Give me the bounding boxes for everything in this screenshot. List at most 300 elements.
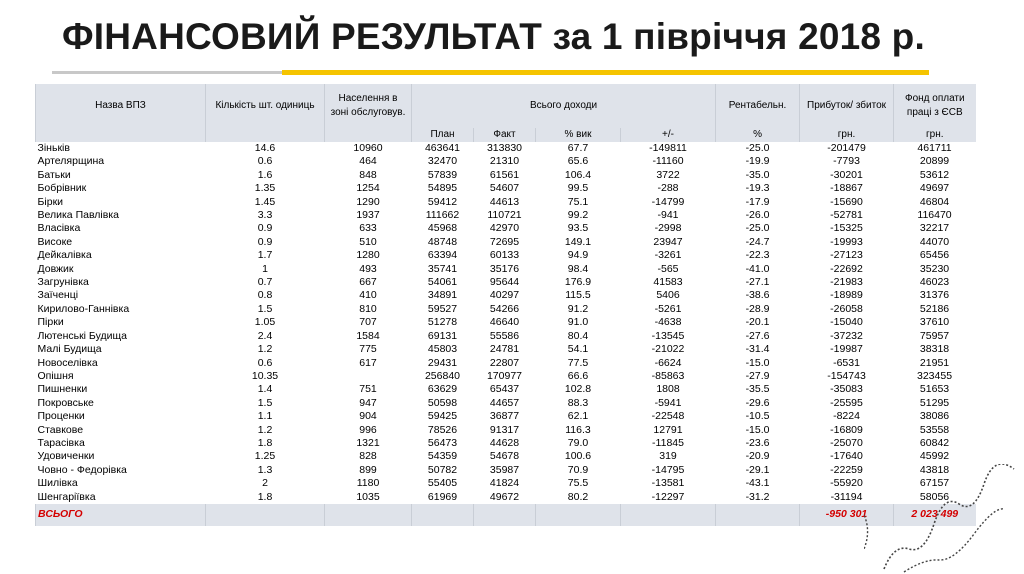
table-row	[36, 316, 976, 329]
table-cell: -11845	[652, 436, 684, 449]
table-row	[36, 491, 976, 504]
table-cell: 38086	[919, 410, 950, 423]
table-cell: 1280	[356, 249, 380, 262]
table-cell: 54.1	[567, 343, 589, 356]
table-cell: -18989	[830, 289, 863, 302]
table-row	[36, 357, 976, 370]
table-cell: 99.2	[567, 209, 589, 222]
table-cell: -26.0	[745, 209, 770, 222]
table-cell: 77.5	[567, 356, 589, 369]
header-row-main	[36, 84, 976, 128]
table-cell: 947	[359, 396, 377, 409]
table-cell: -30201	[830, 168, 863, 181]
table-cell: 72695	[489, 235, 520, 248]
table-cell: -17.9	[745, 195, 770, 208]
table-cell: 1.7	[257, 249, 273, 262]
table-cell: -27.1	[745, 276, 770, 289]
table-cell: 410	[359, 289, 377, 302]
total-label: ВСЬОГО	[36, 504, 206, 526]
total-row	[36, 504, 976, 526]
table-cell: 42970	[489, 222, 520, 235]
table-cell: 93.5	[567, 222, 589, 235]
table-cell: -21983	[830, 276, 863, 289]
table-cell: -8224	[833, 410, 860, 423]
table-row	[36, 289, 976, 302]
cell-name: Велика Павлівка	[37, 209, 119, 222]
table-cell: 61969	[427, 490, 458, 503]
table-cell: -22692	[830, 262, 863, 275]
table-cell: -26058	[830, 302, 863, 315]
table-cell: 0.6	[257, 356, 273, 369]
underline-gold-segment	[282, 70, 929, 75]
table-cell: 1180	[356, 477, 380, 490]
table-cell: -5261	[654, 302, 682, 315]
table-cell: -31.4	[745, 343, 770, 356]
table-cell: 63629	[427, 383, 458, 396]
table-cell: 34891	[427, 289, 458, 302]
table-cell: 41583	[653, 276, 683, 289]
table-cell: 57839	[427, 168, 458, 181]
col-header-income-total: Всього доходи	[412, 84, 716, 128]
table-row	[36, 236, 976, 249]
table-cell: 110721	[487, 209, 522, 222]
table-cell: 0.6	[257, 155, 273, 168]
table-cell: -37232	[830, 329, 863, 342]
table-row	[36, 182, 976, 195]
table-cell: 10960	[353, 142, 383, 154]
total-empty-cell	[474, 504, 536, 526]
table-cell: 91.0	[567, 316, 589, 329]
table-cell: 14.6	[254, 142, 276, 154]
table-row	[36, 343, 976, 356]
table-cell: 633	[359, 222, 377, 235]
table-cell: 78526	[427, 423, 458, 436]
table-cell: 617	[359, 356, 377, 369]
table-cell: 21310	[489, 155, 520, 168]
table-row	[36, 330, 976, 343]
table-cell: 54359	[427, 450, 458, 463]
table-cell: 12791	[653, 423, 683, 436]
table-cell: 50782	[427, 463, 458, 476]
total-empty-cell	[716, 504, 800, 526]
table-cell: 32217	[919, 222, 950, 235]
table-cell: 20899	[919, 155, 950, 168]
table-cell: -16809	[830, 423, 863, 436]
table-cell: 48748	[427, 235, 458, 248]
table-cell: -20.1	[745, 316, 770, 329]
table-cell: 3.3	[257, 209, 273, 222]
table-cell: 67157	[919, 477, 950, 490]
table-cell: -22.3	[745, 249, 770, 262]
table-cell: -13545	[651, 329, 685, 342]
table-cell: -15.0	[745, 423, 770, 436]
table-cell: 65.6	[567, 155, 589, 168]
table-cell: -22259	[830, 463, 863, 476]
table-cell: 100.6	[564, 450, 592, 463]
cell-name: Артелярщина	[37, 155, 105, 168]
cell-name: Ставкове	[37, 423, 84, 436]
table-row	[36, 209, 976, 222]
table-cell: -85863	[651, 369, 685, 382]
table-row	[36, 196, 976, 209]
table-cell: 80.2	[567, 490, 589, 503]
cell-name: Шенгаріївка	[37, 490, 96, 503]
table-cell: -11160	[652, 155, 684, 168]
table-cell: -14799	[651, 195, 685, 208]
table-row	[36, 276, 976, 289]
table-cell: -15.0	[745, 356, 770, 369]
table-cell: -25595	[830, 396, 863, 409]
table-header	[36, 84, 976, 142]
table-cell: 35987	[489, 463, 520, 476]
table-cell: 3722	[656, 168, 680, 181]
table-cell	[325, 370, 412, 383]
table-cell: -27.9	[745, 369, 770, 382]
table-cell: 45803	[427, 343, 458, 356]
table-cell: 24781	[489, 343, 520, 356]
col-header-profitability: Рентабельн.	[716, 84, 800, 128]
table-cell: 49697	[919, 182, 950, 195]
table-cell: 32470	[427, 155, 458, 168]
table-cell: 23947	[653, 235, 683, 248]
table-cell: 37610	[919, 316, 950, 329]
table-cell: 115.5	[565, 289, 591, 302]
table-cell: 116.3	[565, 423, 591, 436]
table-cell: 88.3	[567, 396, 589, 409]
table-cell: 43818	[919, 463, 950, 476]
table-cell: -3261	[654, 249, 682, 262]
cell-name: Бобрівник	[37, 182, 87, 195]
table-cell: 51278	[427, 316, 458, 329]
table-cell: 510	[359, 235, 377, 248]
table-row	[36, 477, 976, 490]
table-cell: -941	[657, 209, 679, 222]
table-cell: -15325	[830, 222, 863, 235]
table-cell: 1.5	[257, 302, 273, 315]
col-header-population: Населення в зоні обслуговув.	[325, 84, 412, 128]
table-row	[36, 169, 976, 182]
cell-name: Пишненки	[37, 383, 88, 396]
cell-name: Батьки	[37, 168, 71, 181]
table-cell: 319	[659, 450, 677, 463]
table-cell: 44613	[489, 195, 520, 208]
table-cell: -24.7	[745, 235, 770, 248]
total-wage-fund: 2 023 499	[894, 504, 976, 526]
table-cell: 707	[359, 316, 377, 329]
table-cell: 1290	[356, 195, 380, 208]
table-cell: 22807	[489, 356, 520, 369]
table-cell: 54061	[427, 276, 458, 289]
table-cell: 46640	[489, 316, 520, 329]
table-cell: 99.5	[567, 182, 589, 195]
cell-name: Дейкалівка	[37, 249, 92, 262]
total-empty-cell	[206, 504, 325, 526]
table-cell: 54678	[489, 450, 520, 463]
table-cell: 60133	[489, 249, 520, 262]
cell-name: Новоселівка	[37, 356, 98, 369]
subheader-uah: грн.	[894, 128, 976, 142]
subheader-empty	[325, 128, 412, 142]
table-cell: -38.6	[745, 289, 770, 302]
table-cell: 1.4	[257, 383, 273, 396]
cell-name: Власівка	[37, 222, 81, 235]
table-cell: 56473	[427, 436, 458, 449]
table-cell: -201479	[827, 142, 866, 154]
cell-name: Човно - Федорівка	[37, 463, 127, 476]
subheader-pct-unit: %	[716, 128, 800, 142]
cell-name: Кирилово-Ганнівка	[37, 302, 130, 315]
table-cell: 493	[359, 262, 377, 275]
table-cell: 95644	[489, 276, 520, 289]
table-row	[36, 249, 976, 262]
table-cell: -23.6	[745, 436, 770, 449]
table-row	[36, 383, 976, 396]
table-cell: -43.1	[745, 477, 770, 490]
table-cell: -15040	[830, 316, 863, 329]
table-cell: -149811	[649, 142, 687, 154]
table-row	[36, 397, 976, 410]
table-cell: -27.6	[745, 329, 770, 342]
table-cell: 1937	[356, 209, 380, 222]
table-cell: 463641	[424, 142, 461, 154]
subheader-uah: грн.	[800, 128, 894, 142]
table-cell: 35176	[489, 262, 520, 275]
table-row	[36, 450, 976, 463]
table-cell: -6624	[654, 356, 682, 369]
table-cell: -288	[657, 182, 679, 195]
table-cell: 98.4	[567, 262, 589, 275]
table-cell: 1.8	[257, 436, 273, 449]
table-cell: 59527	[427, 302, 458, 315]
table-cell: 52186	[919, 302, 950, 315]
table-cell: 59412	[427, 195, 458, 208]
cell-name: Удовиченки	[37, 450, 95, 463]
table-cell: 1	[262, 262, 268, 275]
table-cell: 66.6	[567, 369, 589, 382]
table-cell: -7793	[833, 155, 860, 168]
table-cell: 116470	[917, 209, 952, 222]
total-empty-cell	[412, 504, 474, 526]
table-cell: 1254	[356, 182, 380, 195]
table-cell: 1.2	[257, 423, 273, 436]
table-cell: -25.0	[745, 222, 770, 235]
table-cell: 50598	[427, 396, 458, 409]
table-row	[36, 222, 976, 235]
table-cell: 53612	[919, 168, 950, 181]
table-cell: 111662	[425, 209, 460, 222]
table-cell: 21951	[919, 356, 950, 369]
header-row-sub	[36, 128, 976, 142]
table-cell: 51653	[919, 383, 950, 396]
table-cell: 170977	[486, 369, 523, 382]
table-cell: 45968	[427, 222, 458, 235]
total-empty-cell	[325, 504, 412, 526]
table-row	[36, 437, 976, 450]
table-cell: 49672	[489, 490, 520, 503]
cell-name: Довжик	[37, 262, 74, 275]
table-cell: 810	[359, 302, 377, 315]
cell-name: Високе	[37, 235, 73, 248]
table-cell: -35083	[830, 383, 863, 396]
table-cell: 44070	[919, 235, 950, 248]
table-cell: 70.9	[567, 463, 589, 476]
table-cell: -19987	[830, 343, 863, 356]
table-cell: -5941	[654, 396, 682, 409]
subheader-fact: Факт	[474, 128, 536, 142]
table-cell: -4638	[654, 316, 682, 329]
table-cell: 1.1	[257, 410, 273, 423]
table-cell: 775	[359, 343, 377, 356]
financial-results-table	[35, 84, 976, 526]
table-cell: 1.3	[257, 463, 273, 476]
table-cell: 1.05	[254, 316, 276, 329]
table-cell: -29.6	[745, 396, 770, 409]
table-cell: 0.8	[257, 289, 273, 302]
table-cell: 149.1	[564, 235, 592, 248]
table-cell: -2998	[654, 222, 682, 235]
table-row	[36, 263, 976, 276]
table-cell: 58056	[919, 490, 950, 503]
table-cell: 31376	[919, 289, 950, 302]
table-cell: 2.4	[257, 329, 273, 342]
table-cell: 67.7	[567, 142, 589, 154]
table-cell: -19.3	[745, 182, 770, 195]
table-cell: 0.9	[257, 222, 273, 235]
table-cell: 1.5	[257, 396, 273, 409]
table-cell: 54266	[489, 302, 520, 315]
cell-name: Шилівка	[37, 477, 78, 490]
cell-name: Пірки	[37, 316, 64, 329]
table-cell: 91.2	[567, 302, 589, 315]
table-cell: -13581	[651, 477, 685, 490]
table-cell: 1.2	[257, 343, 273, 356]
cell-name: Зіньків	[37, 142, 70, 154]
page-title: ФІНАНСОВИЙ РЕЗУЛЬТАТ за 1 півріччя 2018 р.	[62, 16, 925, 57]
table-cell: 464	[359, 155, 377, 168]
table-cell: 38318	[919, 343, 950, 356]
table-cell: -20.9	[745, 450, 770, 463]
table-cell: 904	[359, 410, 377, 423]
cell-name: Проценки	[37, 410, 85, 423]
table-row	[36, 424, 976, 437]
table-cell: -28.9	[745, 302, 770, 315]
table-cell: 323455	[917, 369, 953, 382]
table-cell: 5406	[656, 289, 680, 302]
table-cell: 176.9	[564, 276, 592, 289]
cell-name: Опішня	[37, 369, 74, 382]
cell-name: Малі Будища	[37, 343, 102, 356]
table-cell: -29.1	[745, 463, 770, 476]
table-row	[36, 155, 976, 168]
table-cell: 2	[262, 477, 268, 490]
cell-name: Лютенські Будища	[37, 329, 127, 342]
table-cell: 44657	[489, 396, 520, 409]
table-cell: 996	[359, 423, 377, 436]
table-cell: 828	[359, 450, 377, 463]
table-cell: 59425	[427, 410, 458, 423]
subheader-plan: План	[412, 128, 474, 142]
table-row	[36, 303, 976, 316]
table-cell: 41824	[489, 477, 520, 490]
table-cell: 75.1	[567, 195, 589, 208]
subheader-pct: % вик	[536, 128, 621, 142]
table-cell: 91317	[489, 423, 520, 436]
cell-name: Бірки	[37, 195, 64, 208]
table-cell: -15690	[830, 195, 863, 208]
underline-gray-segment	[52, 71, 282, 74]
col-header-profit-loss: Прибуток/ збиток	[800, 84, 894, 128]
table-cell: 1.25	[254, 450, 276, 463]
table-cell: 106.4	[564, 168, 592, 181]
cell-name: Покровське	[37, 396, 94, 409]
table-cell: -22548	[651, 410, 685, 423]
table-cell: -31194	[830, 490, 863, 503]
table-cell: 848	[359, 168, 377, 181]
table-cell: -12297	[651, 490, 685, 503]
table-cell: 55405	[427, 477, 458, 490]
table-cell: -19993	[830, 235, 863, 248]
table-cell: 1.6	[257, 168, 273, 181]
table-cell: 53558	[919, 423, 950, 436]
subheader-empty	[206, 128, 325, 142]
cell-name: Заїченці	[37, 289, 79, 302]
table-cell: 65437	[489, 383, 520, 396]
table-row	[36, 142, 976, 155]
title-underline	[52, 70, 929, 75]
table-cell: 256840	[424, 369, 461, 382]
table-cell: 54607	[489, 182, 520, 195]
table-cell: 69131	[427, 329, 458, 342]
table-cell: 1.8	[257, 490, 273, 503]
table-cell: -14795	[651, 463, 685, 476]
total-profit-loss: -950 301	[800, 504, 894, 526]
table-cell: -35.5	[745, 383, 770, 396]
table-cell: -35.0	[745, 168, 770, 181]
table-cell: -27123	[830, 249, 863, 262]
table-cell: 0.7	[257, 276, 273, 289]
table-cell: 461711	[917, 142, 952, 154]
table-cell: 1.35	[254, 182, 276, 195]
total-empty-cell	[621, 504, 716, 526]
table-cell: 51295	[919, 396, 950, 409]
table-cell: 29431	[427, 356, 458, 369]
table-cell: 1321	[356, 436, 380, 449]
total-empty-cell	[536, 504, 621, 526]
table-cell: 1.45	[254, 195, 276, 208]
table-cell: 667	[359, 276, 377, 289]
table-cell: 44628	[489, 436, 520, 449]
table-cell: -21022	[651, 343, 685, 356]
table-cell: -154743	[827, 369, 866, 382]
table-cell: 46023	[919, 276, 950, 289]
cell-name: Загрунівка	[37, 276, 89, 289]
subheader-diff: +/-	[621, 128, 716, 142]
table-cell: 60842	[919, 436, 950, 449]
table-cell: 79.0	[567, 436, 589, 449]
table-cell: -41.0	[745, 262, 770, 275]
table-cell: -25.0	[745, 142, 770, 154]
cell-name: Тарасівка	[37, 436, 85, 449]
table-cell: 63394	[427, 249, 458, 262]
subheader-empty	[36, 128, 206, 142]
table-cell: -19.9	[745, 155, 770, 168]
table-cell: -55920	[830, 477, 863, 490]
table-cell: 80.4	[567, 329, 589, 342]
table-cell: 751	[359, 383, 377, 396]
table-cell: -6531	[833, 356, 860, 369]
table-cell: 1035	[356, 490, 380, 503]
table-cell: -18867	[830, 182, 863, 195]
